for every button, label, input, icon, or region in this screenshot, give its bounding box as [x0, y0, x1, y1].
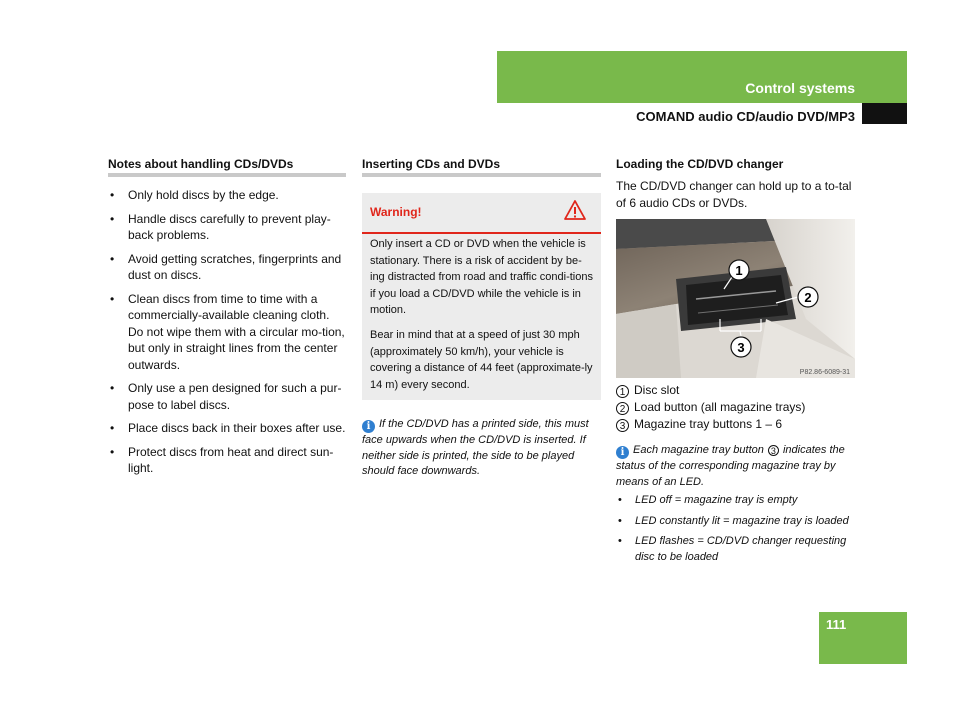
photo-legend — [616, 382, 856, 433]
info-icon: i — [616, 446, 629, 459]
legend-item — [616, 416, 856, 433]
callout-3: 3 — [737, 340, 745, 355]
legend-text: Disc slot — [634, 383, 680, 397]
col1-rule — [108, 173, 346, 177]
legend-number: 2 — [616, 402, 629, 415]
section-title: Control systems — [745, 80, 855, 96]
legend-number: 3 — [616, 419, 629, 432]
list-item: • LED constantly lit = magazine tray is loaded — [616, 514, 856, 530]
handling-list — [108, 187, 346, 484]
col2-rule — [362, 173, 601, 177]
led-note-ref: 3 — [768, 445, 779, 456]
led-note — [616, 443, 856, 490]
list-item: • Protect discs from heat and direct sun-light. — [108, 444, 346, 477]
info-note-text: If the CD/DVD has a printed side, this must face upwards when the CD/DVD is inserted. If neither side is printed, the side to be played should face downwards. — [362, 418, 589, 477]
info-icon: i — [362, 420, 375, 433]
list-item: • Only use a pen designed for such a pur-pose to label discs. — [108, 380, 346, 413]
list-item: • LED off = magazine tray is empty — [616, 493, 856, 509]
warning-divider — [362, 232, 601, 234]
callout-2: 2 — [804, 290, 812, 305]
warning-text-2: Bear in mind that at a speed of just 30 mph (approximately 50 km/h), your vehicle is covering a distance of 44 feet (approximate-ly 14 m) every second. — [370, 329, 593, 391]
changer-intro: The CD/DVD changer can hold up to a to-tal of 6 audio CDs or DVDs. — [616, 179, 852, 210]
header-marker — [862, 103, 907, 124]
list-item: • Avoid getting scratches, fingerprints and dust on discs. — [108, 251, 346, 284]
legend-item — [616, 399, 856, 416]
led-note-text-b: indicates the status of the corresponding magazine tray by means of an LED. — [616, 444, 845, 488]
warning-triangle-icon — [563, 199, 587, 221]
legend-text: Magazine tray buttons 1 – 6 — [634, 417, 783, 431]
page-number: 111 — [826, 617, 847, 632]
col2-heading: Inserting CDs and DVDs — [362, 157, 501, 171]
warning-text-1: Only insert a CD or DVD when the vehicle is stationary. There is a risk of accident by be-ing distracted from road and traffic condi-tions if you load a CD/DVD while the vehicle is in motion. — [370, 238, 593, 316]
legend-text: Load button (all magazine trays) — [634, 400, 806, 414]
list-item: • Clean discs from time to time with a commercially-available cleaning cloth. Do not wipe them with a circular mo-tion, but only in straight lines from the center outwards. — [108, 291, 346, 374]
legend-item — [616, 382, 856, 399]
list-item: • Handle discs carefully to prevent play-back problems. — [108, 211, 346, 244]
info-note — [362, 417, 602, 480]
subsection-title: COMAND audio CD/audio DVD/MP3 — [636, 109, 855, 124]
led-status-list — [616, 493, 856, 570]
list-item: • Only hold discs by the edge. — [108, 187, 346, 204]
cd-changer-photo — [616, 219, 855, 378]
col1-heading: Notes about handling CDs/DVDs — [108, 157, 294, 171]
legend-number: 1 — [616, 385, 629, 398]
led-note-text-a: Each magazine tray button — [633, 444, 764, 456]
list-item: • Place discs back in their boxes after use. — [108, 420, 346, 437]
col3-heading: Loading the CD/DVD changer — [616, 157, 784, 171]
list-item: • LED flashes = CD/DVD changer requesting disc to be loaded — [616, 534, 856, 565]
warning-title: Warning! — [370, 205, 422, 219]
image-code: P82.86-6089-31 — [799, 369, 850, 376]
callout-1: 1 — [735, 263, 743, 278]
